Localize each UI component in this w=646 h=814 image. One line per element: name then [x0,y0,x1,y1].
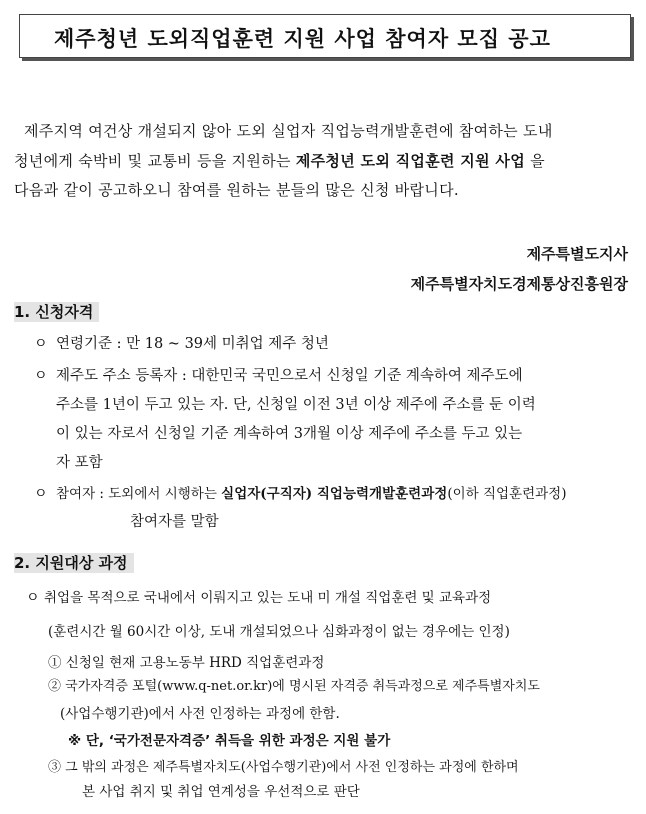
intro-line-2 [14,151,545,171]
eligibility-residence-1: 제주도 주소 등록자 : 대한민국 국민으로서 신청일 기준 계속하여 제주도에 [56,368,523,384]
section-1-heading: 1. 신청자격 [14,302,99,322]
issuer-agency: 제주특별자치도경제통상진흥원장 [410,275,628,293]
participant-text: 참여자 : 도외에서 시행하는 [56,486,222,502]
eligibility-residence-4: 자 포함 [56,455,103,471]
training-course-name: 실업자(구직자) 직업능력개발훈련과정 [221,486,448,502]
eligibility-participant-2: 참여자를 말함 [130,514,219,530]
target-course-2: (훈련시간 월 60시간 이상, 도내 개설되었으나 심화과정이 없는 경우에는 인정) [48,624,510,640]
program-name: 제주청년 도외 직업훈련 지원 사업 [295,152,525,170]
title-box [19,14,631,58]
section-2-heading: 2. 지원대상 과정 [14,553,134,573]
exclusion-note: ※ 단, ‘국가전문자격증’ 취득을 위한 과정은 지원 불가 [68,733,391,749]
target-course-1: 취업을 목적으로 국내에서 이뤄지고 있는 도내 미 개설 직업훈련 및 교육과정 [44,590,492,606]
bullet-marker: ㅇ [26,590,40,606]
course-item-2-line-1: ② 국가자격증 포털(www.q-net.or.kr)에 명시된 자격증 취득과정으로 제주특별자치도 [48,679,540,694]
course-item-3-line-2: 본 사업 취지 및 취업 연계성을 우선적으로 판단 [82,784,360,800]
page-title: 제주청년 도외직업훈련 지원 사업 참여자 모집 공고 [54,27,551,51]
course-item-3-line-1: ③ 그 밖의 과정은 제주특별자치도(사업수행기관)에서 사전 인정하는 과정에 한하며 [48,760,519,775]
eligibility-residence-3: 이 있는 자로서 신청일 기준 계속하여 3개월 이상 제주에 주소를 두고 있는 [56,426,523,442]
eligibility-participant [56,484,566,504]
course-item-1: ① 신청일 현재 고용노동부 HRD 직업훈련과정 [48,655,325,671]
intro-line-3: 다음과 같이 공고하오니 참여를 원하는 분들의 많은 신청 바랍니다. [14,181,459,199]
eligibility-residence-2: 주소를 1년이 두고 있는 자. 단, 신청일 이전 3년 이상 제주에 주소를 둔 이력 [56,397,536,413]
intro-line-1: 제주지역 여건상 개설되지 않아 도외 실업자 직업능력개발훈련에 참여하는 도내 [24,122,553,140]
bullet-marker: ㅇ [34,368,48,384]
intro-line-2-end: 을 [525,152,545,170]
intro-line-2-text: 청년에게 숙박비 및 교통비 등을 지원하는 [14,152,296,170]
bullet-marker: ㅇ [34,486,48,502]
bullet-marker: ㅇ [34,336,48,352]
issuer-governor: 제주특별도지사 [526,245,628,263]
course-item-2-line-2: (사업수행기관)에서 사전 인정하는 과정에 한함. [60,706,340,722]
participant-abbrev: (이하 직업훈련과정) [447,486,567,502]
eligibility-age: 연령기준 : 만 18 ~ 39세 미취업 제주 청년 [56,336,329,352]
